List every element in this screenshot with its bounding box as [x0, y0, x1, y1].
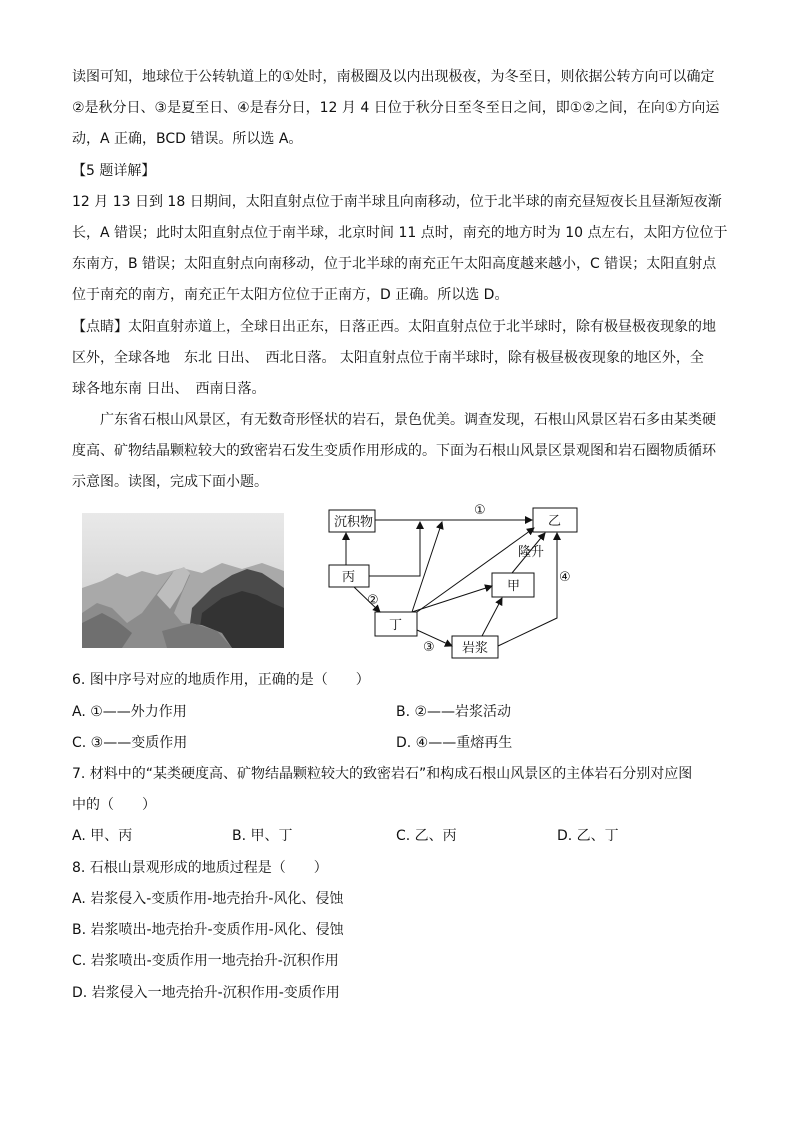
- tip-line-2: 区外，全球各地 东北 日出、 西北日落。 太阳直射点位于南半球时，除有极昼极夜现象的地区外，全: [72, 350, 704, 366]
- landscape-photo: [82, 513, 284, 648]
- rock-cycle-diagram: [322, 500, 584, 660]
- tip-line-1: 【点睛】太阳直射赤道上，全球日出正东，日落正西。太阳直射点位于北半球时，除有极昼极夜现象的地: [72, 319, 716, 335]
- label-uplift: 隆升: [518, 545, 545, 560]
- section5-line-2: 长，A 错误；此时太阳直射点位于南半球，北京时间 11 点时，南充的地方时为 10 点左右，太阳方位位于: [72, 225, 728, 241]
- passage-line-1: 广东省石根山风景区，有无数奇形怪状的岩石，景色优美。调查发现，石根山风景区岩石多由某类硬: [100, 412, 716, 428]
- label-step-1: ①: [474, 503, 486, 518]
- q7-stem-line-2: 中的（ ）: [72, 797, 156, 813]
- para1-line-1: 读图可知，地球位于公转轨道上的①处时，南极圈及以内出现极夜，为冬至日，则依据公转方向可以确定: [72, 69, 715, 85]
- q8-option-c[interactable]: C. 岩浆喷出-变质作用一地壳抬升-沉积作用: [72, 953, 339, 969]
- q7-option-b[interactable]: B. 甲、丁: [232, 828, 293, 844]
- q7-option-c[interactable]: C. 乙、丙: [396, 828, 457, 844]
- label-step-3: ③: [423, 640, 435, 655]
- passage-line-3: 示意图。读图，完成下面小题。: [72, 474, 268, 490]
- label-yi: 乙: [548, 514, 562, 529]
- q6-option-a[interactable]: A. ①——外力作用: [72, 704, 187, 720]
- para1-line-2: ②是秋分日、③是夏至日、④是春分日，12 月 4 日位于秋分日至冬至日之间，即①②之间，在向①方向运: [72, 100, 720, 116]
- q8-stem: 8. 石根山景观形成的地质过程是（ ）: [72, 860, 328, 876]
- tip-line-3: 球各地东南 日出、 西南日落。: [72, 381, 266, 397]
- section5-heading: 【5 题详解】: [72, 163, 156, 179]
- label-step-4: ④: [559, 570, 571, 585]
- q6-option-d[interactable]: D. ④——重熔再生: [396, 735, 513, 751]
- label-bing: 丙: [342, 570, 356, 585]
- section5-line-4: 位于南充的南方，南充正午太阳方位位于正南方，D 正确。所以选 D。: [72, 287, 509, 303]
- label-magma: 岩浆: [462, 641, 489, 656]
- section5-line-1: 12 月 13 日到 18 日期间，太阳直射点位于南半球且向南移动，位于北半球的南充昼短夜长且昼渐短夜渐: [72, 194, 722, 210]
- q7-option-d[interactable]: D. 乙、丁: [557, 828, 619, 844]
- label-jia: 甲: [507, 579, 521, 594]
- passage-line-2: 度高、矿物结晶颗粒较大的致密岩石发生变质作用形成的。下面为石根山风景区景观图和岩石圈物质循环: [72, 443, 716, 459]
- label-sediment: 沉积物: [334, 515, 374, 530]
- section5-line-3: 东南方，B 错误；太阳直射点向南移动，位于北半球的南充正午太阳高度越来越小，C 错误；太阳直射点: [72, 256, 717, 272]
- q8-option-d[interactable]: D. 岩浆侵入一地壳抬升-沉积作用-变质作用: [72, 985, 340, 1001]
- q6-option-c[interactable]: C. ③——变质作用: [72, 735, 188, 751]
- para1-line-3: 动，A 正确，BCD 错误。所以选 A。: [72, 131, 303, 147]
- label-step-2: ②: [367, 593, 379, 608]
- q7-stem-line-1: 7. 材料中的“某类硬度高、矿物结晶颗粒较大的致密岩石”和构成石根山风景区的主体岩石分别对应图: [72, 766, 693, 782]
- q6-stem: 6. 图中序号对应的地质作用，正确的是（ ）: [72, 672, 370, 688]
- q6-option-b[interactable]: B. ②——岩浆活动: [396, 704, 512, 720]
- q7-option-a[interactable]: A. 甲、丙: [72, 828, 133, 844]
- label-ding: 丁: [389, 618, 403, 633]
- q8-option-a[interactable]: A. 岩浆侵入-变质作用-地壳抬升-风化、侵蚀: [72, 891, 344, 907]
- q8-option-b[interactable]: B. 岩浆喷出-地壳抬升-变质作用-风化、侵蚀: [72, 922, 344, 938]
